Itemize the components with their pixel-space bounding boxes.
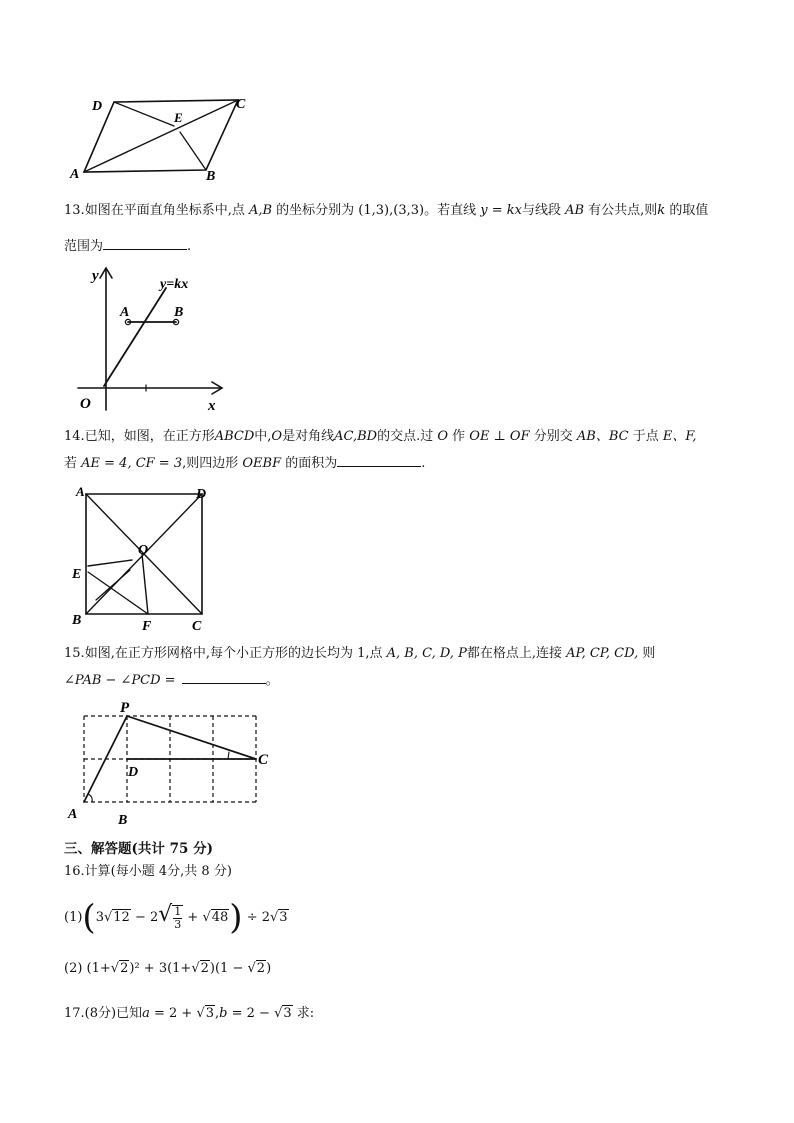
q14-line2-b: ,则四边形 bbox=[182, 456, 243, 471]
q14-sides: AB、BC bbox=[576, 429, 629, 444]
label-y-axis: y bbox=[92, 268, 99, 284]
label-line: y=kx bbox=[160, 277, 189, 292]
q14-text-g: 于点 bbox=[628, 429, 663, 444]
q14-end: . bbox=[421, 456, 426, 471]
q13-number: 13. bbox=[64, 203, 85, 218]
q14-pts: E、F, bbox=[662, 429, 697, 444]
q13-text-e: 有公共点,则 bbox=[584, 203, 658, 218]
q15-text-c: 则 bbox=[638, 646, 656, 661]
q15-text-b: 都在格点上,连接 bbox=[466, 646, 567, 661]
label-A: A bbox=[76, 484, 85, 499]
q14-perp: OE ⊥ OF bbox=[469, 429, 530, 444]
label-B: B bbox=[72, 613, 82, 628]
q15-number: 15. bbox=[64, 646, 85, 661]
q13-line2 bbox=[64, 236, 191, 256]
q15-pts: A, B, C, D, P bbox=[386, 646, 467, 661]
q17-line: 17.(8分)已知a = 2 + √3,b = 2 − √3 求: bbox=[64, 1006, 315, 1021]
q17-eq1: = 2 + bbox=[149, 1006, 197, 1021]
grid-figure bbox=[66, 696, 286, 830]
q14-diagonals: AC,BD bbox=[334, 429, 378, 444]
label-x-axis: x bbox=[208, 398, 216, 414]
q17-comma: , bbox=[215, 1006, 220, 1021]
q16-p1-minus: − 2 bbox=[130, 910, 159, 925]
q15-answer-blank bbox=[182, 670, 266, 684]
section3-title: 三、解答题(共计 75 分) bbox=[64, 841, 213, 857]
q17-eq2: = 2 − bbox=[227, 1006, 275, 1021]
q15-end: 。 bbox=[265, 673, 279, 688]
q16-part1: (1)(3√12 − 2√ $\frac{1}{3}$ + √48) ÷ 2√3 bbox=[64, 897, 288, 938]
parallelogram-figure bbox=[62, 90, 262, 186]
q16-p1-label: (1) bbox=[64, 910, 83, 925]
q16-p1-frac bbox=[172, 905, 183, 931]
q16-p2-d: ) bbox=[266, 961, 272, 976]
q17-a: a bbox=[142, 1006, 150, 1021]
q13-answer-blank bbox=[103, 236, 187, 250]
label-P: P bbox=[120, 700, 130, 716]
q13-end: . bbox=[187, 239, 192, 254]
q16-p1-t1-rad: 12 bbox=[113, 910, 130, 925]
q13-coords: (1,3),(3,3) bbox=[358, 203, 425, 218]
q16-p2-label: (2) bbox=[64, 961, 83, 976]
q13-text-f: 的取值 bbox=[665, 203, 709, 218]
q13-line1 bbox=[64, 202, 708, 220]
label-A: A bbox=[68, 807, 78, 822]
q17-rad2: 3 bbox=[283, 1006, 292, 1021]
label-B: B bbox=[118, 813, 128, 828]
q17-b: b bbox=[219, 1006, 228, 1021]
q15-line2 bbox=[64, 670, 279, 690]
q16-p2-rad1: 2 bbox=[120, 961, 129, 976]
q14-text-f: 分别交 bbox=[529, 429, 577, 444]
label-C: C bbox=[236, 97, 246, 112]
q13-text-g: 范围为 bbox=[64, 239, 104, 254]
q14-line2-c: 的面积为 bbox=[281, 456, 338, 471]
q14-text-a: 已知，如图，在正方形 bbox=[84, 429, 215, 444]
q14-square: ABCD bbox=[214, 429, 255, 444]
square-figure bbox=[66, 482, 226, 632]
q15-text-a: 如图,在正方形网格中,每个小正方形的边长均为 1,点 bbox=[84, 646, 387, 661]
q17-text-a: 17.(8分)已知 bbox=[64, 1006, 143, 1021]
q16-p1-t1-coef: 3 bbox=[95, 910, 104, 925]
q16-p1-div-rad: 3 bbox=[279, 910, 288, 925]
q17-end: 求: bbox=[292, 1006, 315, 1021]
q15-line1 bbox=[64, 645, 655, 663]
label-F: F bbox=[142, 619, 152, 632]
q14-answer-blank bbox=[337, 453, 421, 467]
q13-var-k: k bbox=[657, 203, 666, 218]
q13-text-a: 如图在平面直角坐标系中,点 bbox=[84, 203, 249, 218]
label-C: C bbox=[258, 752, 269, 768]
q16-p2-b: )² + 3(1+ bbox=[129, 961, 192, 976]
q16-p1-open-paren: ( bbox=[82, 897, 96, 938]
q16-part2: (2) (1+√2)² + 3(1+√2)(1 − √2) bbox=[64, 961, 272, 976]
q14-line2-a: 若 bbox=[64, 456, 82, 471]
q14-text-d: 的交点.过 bbox=[377, 429, 438, 444]
q14-given: AE = 4, CF = 3 bbox=[81, 456, 183, 471]
q14-quad: OEBF bbox=[242, 456, 282, 471]
label-A: A bbox=[70, 167, 80, 182]
q13-text-b: 的坐标分别为 bbox=[272, 203, 359, 218]
q14-line1 bbox=[64, 428, 696, 446]
q14-O-2: O bbox=[437, 429, 449, 444]
q16-header: 16.计算(每小题 4分,共 8 分) bbox=[64, 864, 232, 879]
q14-O: O bbox=[271, 429, 283, 444]
label-E: E bbox=[72, 567, 82, 582]
q13-text-d: 与线段 bbox=[521, 203, 566, 218]
label-E: E bbox=[174, 110, 183, 125]
q16-p2-a: (1+ bbox=[82, 961, 111, 976]
label-O: O bbox=[138, 543, 149, 558]
q14-text-b: 中, bbox=[254, 429, 272, 444]
q16-p1-plus: + bbox=[183, 910, 203, 925]
label-D: D bbox=[128, 765, 139, 780]
q16-p1-frac-den: 3 bbox=[174, 917, 182, 931]
q16-p2-rad2: 2 bbox=[200, 961, 209, 976]
q16-p1-div: ÷ 2 bbox=[242, 910, 270, 925]
label-B: B bbox=[174, 305, 184, 320]
q16-p2-c: )(1 − bbox=[209, 961, 248, 976]
q14-text-e: 作 bbox=[448, 429, 470, 444]
q16-p1-t3-rad: 48 bbox=[211, 910, 229, 925]
q13-segment: AB bbox=[565, 203, 585, 218]
q14-line2 bbox=[64, 453, 425, 473]
coordinate-figure bbox=[70, 262, 230, 414]
label-A: A bbox=[120, 305, 130, 320]
q14-text-c: 是对角线 bbox=[282, 429, 335, 444]
label-C: C bbox=[192, 619, 202, 632]
label-D: D bbox=[196, 487, 207, 502]
q13-text-c: 。若直线 bbox=[424, 203, 481, 218]
q16-p2-rad3: 2 bbox=[256, 961, 266, 976]
q17-rad1: 3 bbox=[205, 1006, 215, 1021]
label-B: B bbox=[206, 169, 216, 184]
label-origin: O bbox=[80, 396, 91, 412]
q13-points: A,B bbox=[248, 203, 273, 218]
label-D: D bbox=[92, 99, 103, 114]
q15-segs: AP, CP, CD, bbox=[566, 646, 639, 661]
q15-angle-expr: ∠PAB − ∠PCD = bbox=[64, 673, 176, 688]
q13-line-expr: y = kx bbox=[480, 203, 522, 218]
q16-p1-close-paren: ) bbox=[229, 897, 243, 938]
q16-p1-frac-num: 1 bbox=[174, 904, 182, 918]
q14-number: 14. bbox=[64, 429, 85, 444]
